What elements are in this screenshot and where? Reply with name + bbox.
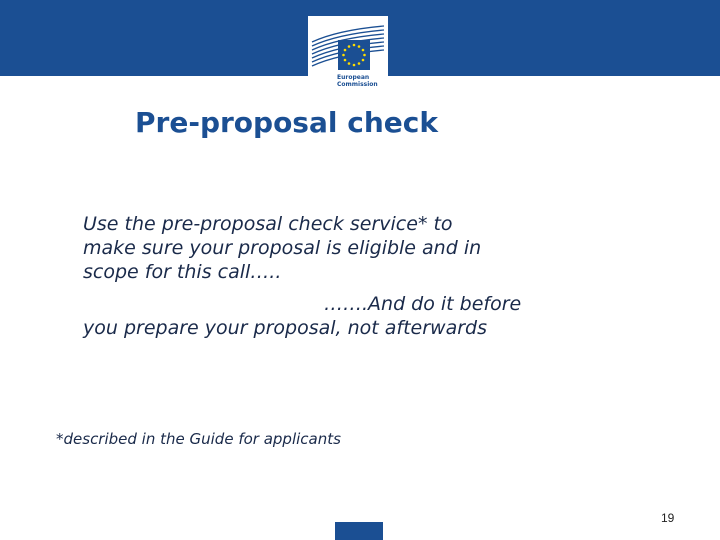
logo-text-commission: Commission <box>337 81 378 88</box>
body-line: you prepare your proposal, not afterwards <box>83 317 487 339</box>
body-text <box>83 212 623 340</box>
logo-caption <box>337 74 387 88</box>
logo-text-european: European <box>337 74 370 81</box>
page-number: 19 <box>661 511 675 525</box>
paragraph-gap <box>83 284 623 292</box>
body-line: make sure your proposal is eligible and in <box>83 237 482 259</box>
body-line: Use the pre-proposal check service* to <box>83 213 453 235</box>
body-line: …….And do it before <box>324 293 522 315</box>
footnote: *described in the Guide for applicants <box>56 430 341 448</box>
footer-bar <box>335 522 383 540</box>
european-commission-logo <box>308 16 388 100</box>
body-line: scope for this call….. <box>83 261 282 283</box>
slide-title: Pre-proposal check <box>135 106 438 139</box>
